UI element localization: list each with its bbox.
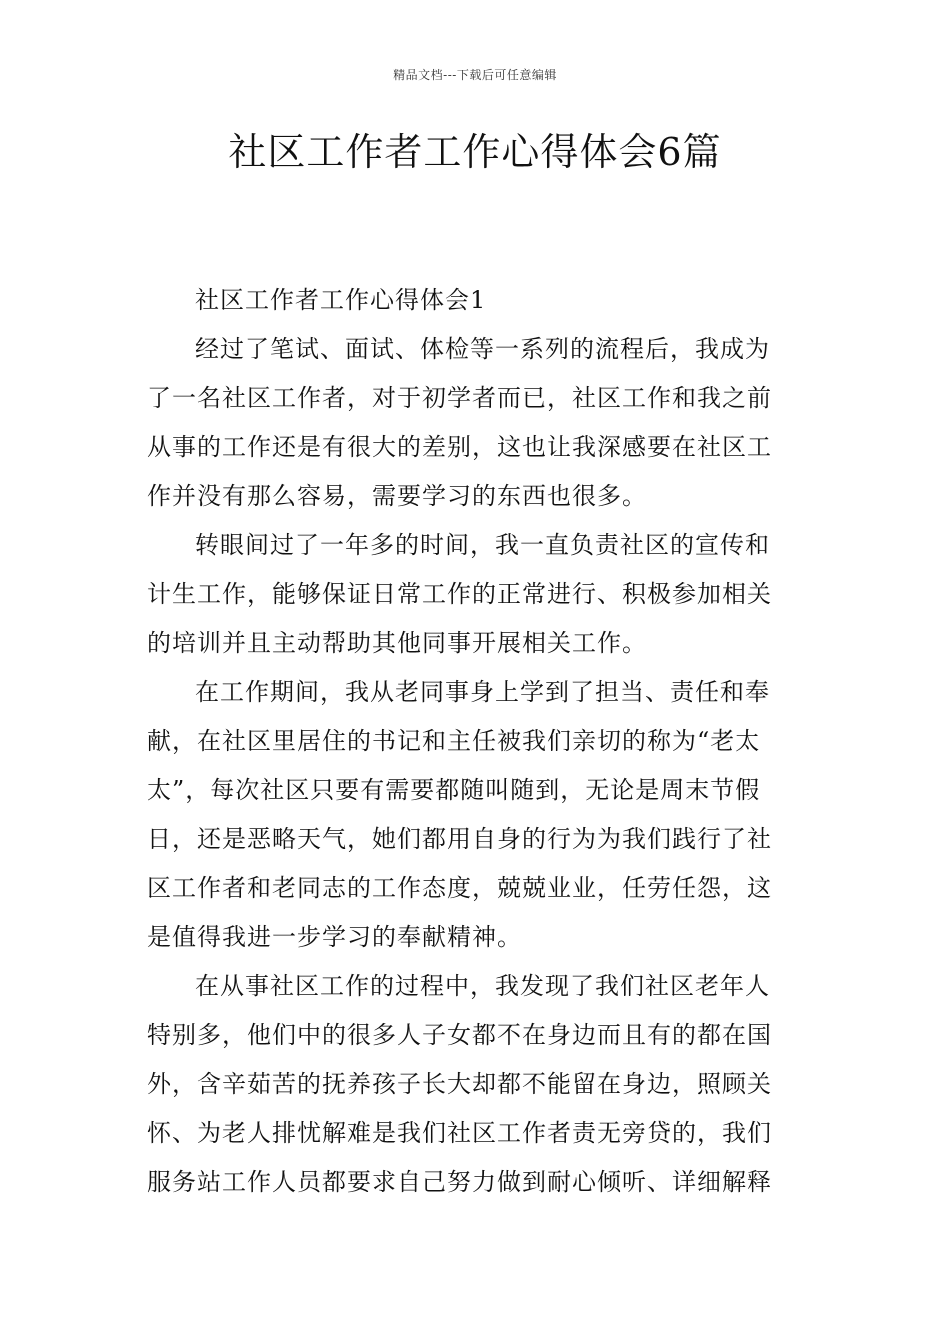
paragraph-1: 经过了笔试、面试、体检等一系列的流程后，我成为 了一名社区工作者，对于初学者而已，社区工作和我之前 从事的工作还是有很大的差别，这也让我深感要在社区工 作并没有那么容易，需要学习的东西也很多。 bbox=[147, 335, 772, 510]
section-heading: 社区工作者工作心得体会1 bbox=[195, 286, 487, 314]
paragraph-2: 转眼间过了一年多的时间，我一直负责社区的宣传和 计生工作，能够保证日常工作的正常进行、积极参加相关 的培训并且主动帮助其他同事开展相关工作。 bbox=[147, 531, 772, 657]
paragraph-4: 在从事社区工作的过程中，我发现了我们社区老年人 特别多，他们中的很多人子女都不在身边而且有的都在国 外，含辛茹苦的抚养孩子长大却都不能留在身边，照顾关 怀、为老人排忧解难是我们社区工作者责无旁贷的，我们 服务站工作人员都要求自己努力做到耐心倾听、详细解释 bbox=[147, 972, 772, 1196]
page-header-note: 精品文档---下载后可任意编辑 bbox=[393, 68, 557, 82]
document-body bbox=[147, 276, 807, 1207]
document-title: 社区工作者工作心得体会6篇 bbox=[228, 130, 722, 174]
paragraph-3: 在工作期间，我从老同事身上学到了担当、责任和奉 献，在社区里居住的书记和主任被我们亲切的称为“老太 太”，每次社区只要有需要都随叫随到，无论是周末节假 日，还是恶略天气，她们都用自身的行为为我们践行了社 区工作者和老同志的工作态度，兢兢业业，任劳任怨，这 是值得我进一步学习的奉献精神。 bbox=[147, 678, 772, 951]
